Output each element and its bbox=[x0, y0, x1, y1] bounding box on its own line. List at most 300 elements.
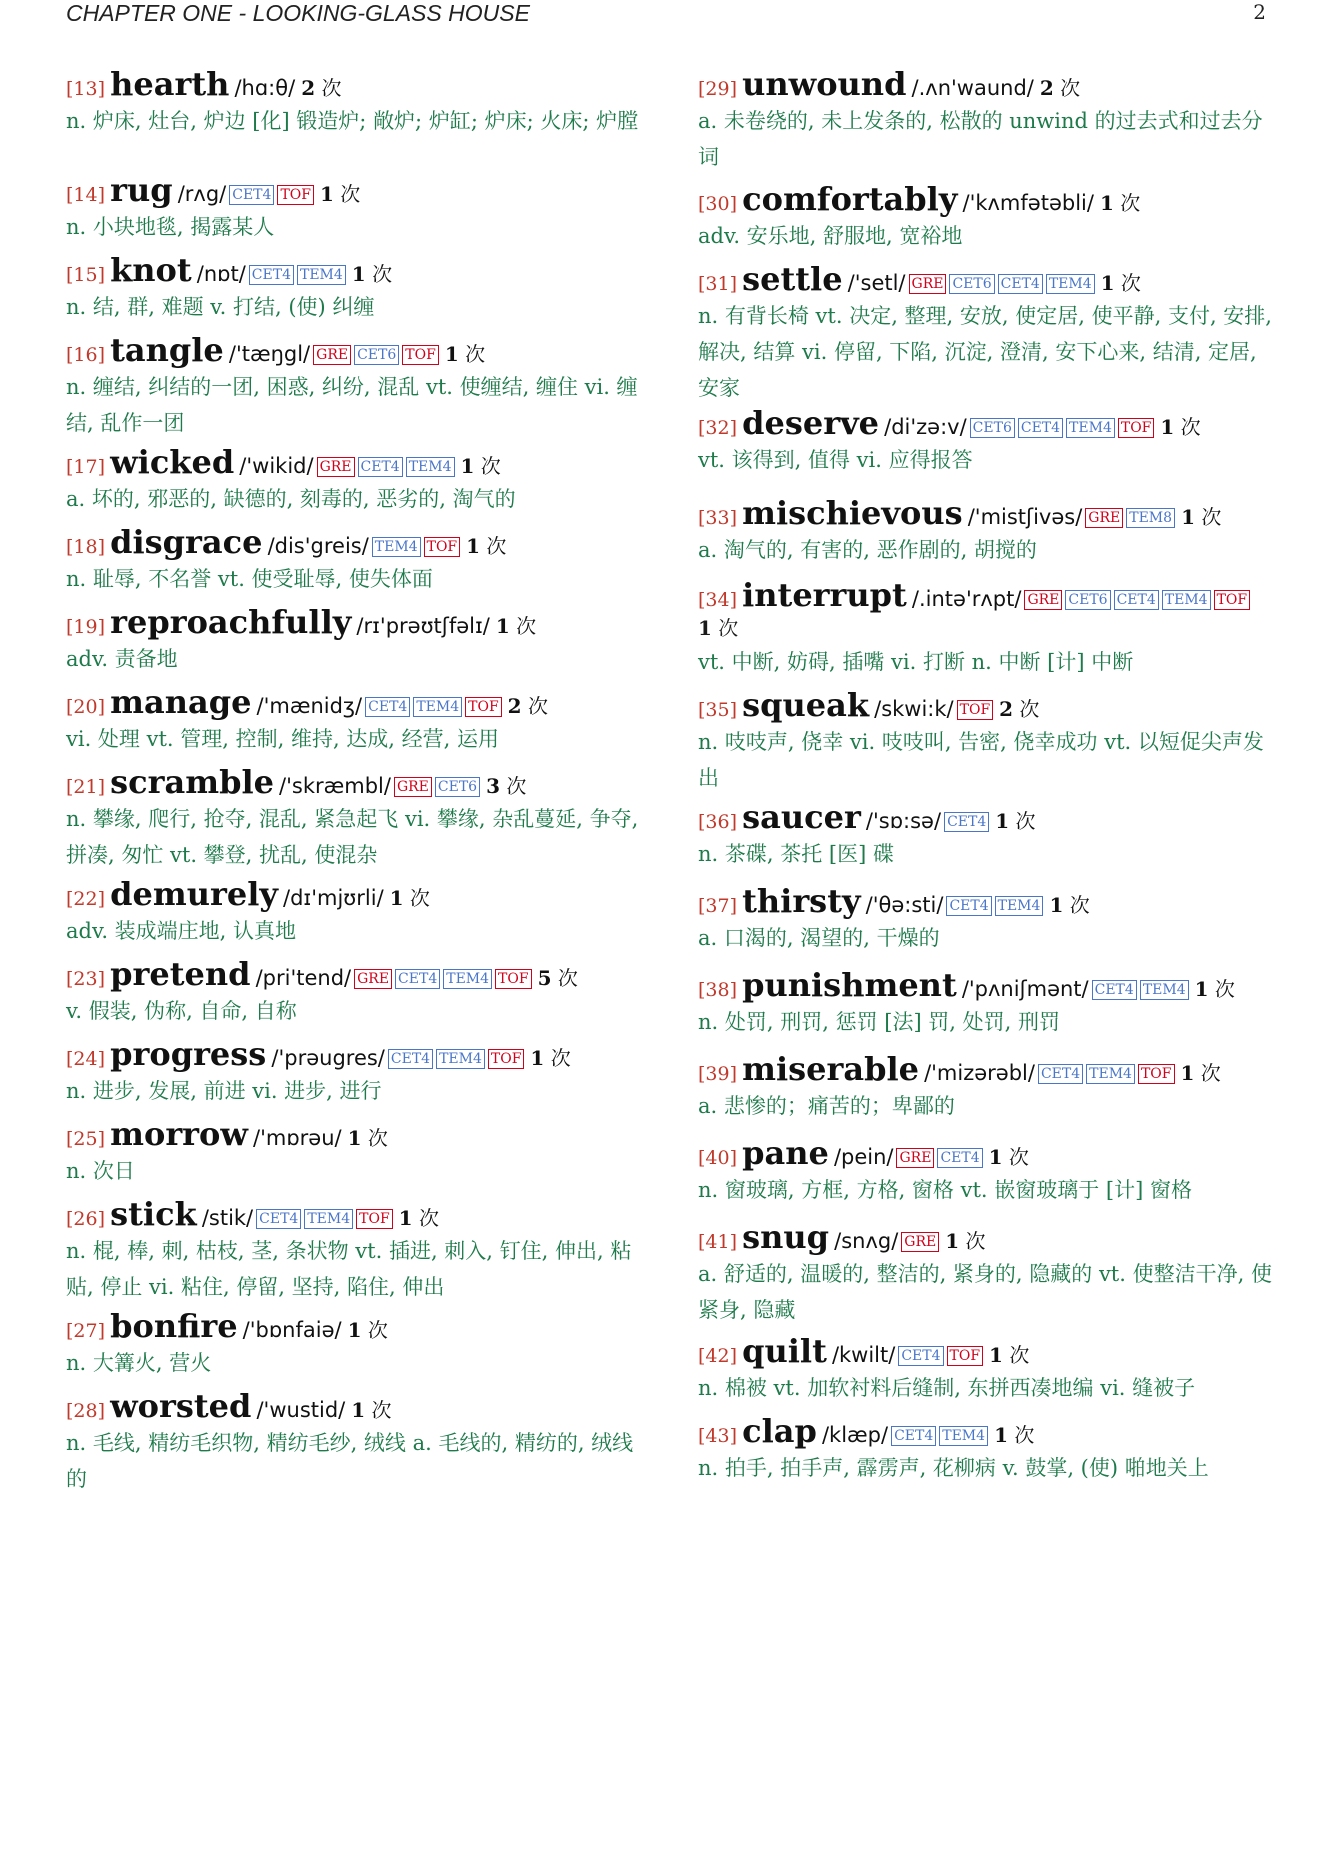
count-number: 1 bbox=[1100, 271, 1115, 295]
vocab-entry bbox=[698, 687, 1278, 796]
entry-definition: n. 次日 bbox=[66, 1159, 135, 1183]
count-number: 1 bbox=[988, 1145, 1003, 1169]
vocab-entry bbox=[66, 444, 646, 517]
count-number: 1 bbox=[994, 1423, 1008, 1447]
vocab-entry bbox=[698, 1413, 1278, 1486]
exam-tag-tof: TOF bbox=[957, 700, 994, 720]
entry-index: [26] bbox=[66, 1208, 106, 1230]
entry-pronunciation: /klæp/ bbox=[821, 1423, 889, 1447]
occurrence-count bbox=[1100, 191, 1140, 215]
vocab-entry bbox=[66, 956, 646, 1029]
occurrence-count bbox=[466, 534, 506, 558]
entry-pronunciation: /.intə'rʌpt/ bbox=[911, 587, 1022, 611]
entry-definition: vi. 处理 vt. 管理, 控制, 维持, 达成, 经营, 运用 bbox=[66, 727, 500, 751]
vocab-entry bbox=[698, 405, 1278, 478]
count-number: 1 bbox=[1099, 191, 1114, 215]
count-suffix: 次 bbox=[1194, 1061, 1221, 1085]
entry-headline bbox=[698, 405, 1278, 441]
exam-tag-tem4: TEM4 bbox=[1162, 590, 1211, 610]
exam-tag-cet4: CET4 bbox=[1018, 418, 1063, 438]
count-number: 2 bbox=[301, 76, 316, 100]
vocab-entry bbox=[698, 181, 1278, 254]
exam-tag-tof: TOF bbox=[465, 697, 502, 717]
entry-index: [29] bbox=[698, 78, 738, 100]
entry-word: interrupt bbox=[742, 576, 907, 614]
entry-headline bbox=[698, 495, 1278, 531]
count-number: 1 bbox=[319, 182, 334, 206]
exam-tag-gre: GRE bbox=[1024, 590, 1062, 610]
entry-word: morrow bbox=[110, 1115, 248, 1153]
entry-definition: n. 茶碟, 茶托 [医] 碟 bbox=[698, 842, 894, 866]
exam-tag-gre: GRE bbox=[313, 345, 351, 365]
count-number: 1 bbox=[1180, 1061, 1195, 1085]
entry-word: punishment bbox=[742, 966, 957, 1004]
entry-headline bbox=[66, 684, 646, 720]
count-suffix: 次 bbox=[1002, 1343, 1030, 1367]
exam-tag-cet4: CET4 bbox=[256, 1209, 301, 1229]
count-number: 1 bbox=[989, 1343, 1003, 1367]
count-suffix: 次 bbox=[365, 262, 393, 286]
entry-word: reproachfully bbox=[110, 603, 352, 641]
entry-index: [14] bbox=[66, 184, 106, 206]
exam-tag-cet4: CET4 bbox=[358, 457, 403, 477]
entry-index: [19] bbox=[66, 616, 106, 638]
vocab-entry bbox=[66, 764, 646, 873]
vocab-entry bbox=[698, 1051, 1278, 1124]
occurrence-count bbox=[496, 614, 536, 638]
occurrence-count bbox=[348, 1126, 388, 1150]
count-number: 2 bbox=[999, 697, 1014, 721]
entry-headline bbox=[66, 956, 646, 992]
count-number: 2 bbox=[507, 694, 522, 718]
entry-headline bbox=[66, 172, 646, 208]
entry-index: [33] bbox=[698, 507, 738, 529]
entry-definition: n. 结, 群, 难题 v. 打结, (使) 纠缠 bbox=[66, 295, 375, 319]
entry-index: [34] bbox=[698, 589, 738, 611]
vocab-entry bbox=[698, 261, 1278, 406]
entry-pronunciation: /'wikid/ bbox=[239, 454, 314, 478]
entry-pronunciation: /'mɒrəu/ bbox=[253, 1126, 342, 1150]
entry-index: [18] bbox=[66, 536, 106, 558]
occurrence-count bbox=[538, 966, 578, 990]
exam-tag-cet4: CET4 bbox=[1114, 590, 1159, 610]
exam-tag-tem4: TEM4 bbox=[1086, 1064, 1135, 1084]
count-number: 1 bbox=[389, 886, 404, 910]
vocab-entry bbox=[698, 577, 1278, 680]
count-suffix: 次 bbox=[521, 694, 548, 718]
entry-headline bbox=[66, 1308, 646, 1344]
count-suffix: 次 bbox=[1113, 191, 1141, 215]
vocab-entry bbox=[698, 1135, 1278, 1208]
count-suffix: 次 bbox=[1174, 415, 1201, 439]
entry-definition: n. 炉床, 灶台, 炉边 [化] 锻造炉; 敞炉; 炉缸; 炉床; 火床; 炉膛 bbox=[66, 109, 639, 133]
exam-tag-tem4: TEM4 bbox=[436, 1049, 485, 1069]
vocab-entry bbox=[66, 876, 646, 949]
exam-tag-tem4: TEM4 bbox=[413, 697, 462, 717]
count-number: 1 bbox=[466, 534, 481, 558]
exam-tag-cet4: CET4 bbox=[1038, 1064, 1083, 1084]
entry-index: [35] bbox=[698, 699, 738, 721]
entry-pronunciation: /'setl/ bbox=[847, 271, 906, 295]
occurrence-count bbox=[351, 1398, 391, 1422]
entry-headline bbox=[66, 252, 646, 288]
exam-tag-cet4: CET4 bbox=[395, 969, 440, 989]
entry-word: quilt bbox=[742, 1332, 827, 1370]
exam-tag-cet4: CET4 bbox=[1092, 980, 1137, 1000]
entry-pronunciation: /'mistʃivəs/ bbox=[967, 505, 1083, 529]
count-number: 1 bbox=[495, 614, 510, 638]
count-number: 1 bbox=[1049, 893, 1064, 917]
entry-pronunciation: /'pʌniʃmənt/ bbox=[961, 977, 1089, 1001]
count-suffix: 次 bbox=[403, 886, 430, 910]
entry-definition: n. 有背长椅 vt. 决定, 整理, 安放, 使定居, 使平静, 支付, 安排, 解决, 结算 vi. 停留, 下陷, 沉淀, 澄清, 安下心来, 结清, 定居, 安家 bbox=[698, 304, 1272, 400]
occurrence-count bbox=[1049, 893, 1089, 917]
exam-tag-tem4: TEM4 bbox=[372, 537, 421, 557]
exam-tag-cet4: CET4 bbox=[946, 896, 991, 916]
entry-pronunciation: /'θə:sti/ bbox=[865, 893, 944, 917]
occurrence-count bbox=[390, 886, 430, 910]
entry-definition: a. 悲惨的；痛苦的；卑鄙的 bbox=[698, 1094, 955, 1118]
entry-pronunciation: /stik/ bbox=[201, 1206, 254, 1230]
entry-word: rug bbox=[110, 171, 173, 209]
exam-tag-gre: GRE bbox=[896, 1148, 934, 1168]
entry-definition: adv. 安乐地, 舒服地, 宽裕地 bbox=[698, 224, 963, 248]
entry-definition: a. 口渴的, 渴望的, 干燥的 bbox=[698, 926, 940, 950]
entry-headline bbox=[698, 261, 1278, 297]
entry-pronunciation: /'kʌmfətəbli/ bbox=[962, 191, 1094, 215]
entry-headline bbox=[66, 1388, 646, 1424]
entry-index: [27] bbox=[66, 1320, 106, 1342]
count-number: 1 bbox=[1181, 505, 1195, 529]
entry-headline bbox=[66, 1036, 646, 1072]
entry-word: mischievous bbox=[742, 494, 963, 532]
occurrence-count bbox=[1181, 505, 1221, 529]
count-number: 2 bbox=[1039, 76, 1054, 100]
exam-tag-tem4: TEM4 bbox=[995, 896, 1044, 916]
entry-pronunciation: /dis'greis/ bbox=[267, 534, 369, 558]
count-suffix: 次 bbox=[1194, 505, 1222, 529]
vocab-entry bbox=[698, 66, 1278, 175]
count-suffix: 次 bbox=[551, 966, 578, 990]
occurrence-count bbox=[445, 342, 485, 366]
entry-definition: n. 棉被 vt. 加软衬料后缝制, 东拼西凑地编 vi. 缝被子 bbox=[698, 1376, 1196, 1400]
occurrence-count bbox=[1160, 415, 1200, 439]
entry-headline bbox=[698, 1219, 1278, 1255]
entry-headline bbox=[698, 577, 1278, 613]
entry-definition: n. 处罚, 刑罚, 惩罚 [法] 罚, 处罚, 刑罚 bbox=[698, 1010, 1061, 1034]
count-suffix: 次 bbox=[1063, 893, 1090, 917]
occurrence-count bbox=[989, 1343, 1029, 1367]
entry-headline bbox=[698, 1333, 1278, 1369]
entry-definition: n. 棍, 棒, 刺, 枯枝, 茎, 条状物 vt. 插进, 刺入, 钉住, 伸出, 粘贴, 停止 vi. 粘住, 停留, 坚持, 陷住, 伸出 bbox=[66, 1239, 632, 1299]
chapter-title: CHAPTER ONE - LOOKING-GLASS HOUSE bbox=[66, 0, 530, 26]
exam-tag-tem4: TEM4 bbox=[406, 457, 455, 477]
vocab-entry bbox=[66, 1036, 646, 1109]
entry-definition: n. 大篝火, 营火 bbox=[66, 1351, 212, 1375]
entry-word: scramble bbox=[110, 763, 274, 801]
entry-headline bbox=[698, 687, 1278, 723]
exam-tag-tof: TOF bbox=[1118, 418, 1155, 438]
occurrence-count bbox=[698, 616, 738, 640]
exam-tag-tof: TOF bbox=[356, 1209, 393, 1229]
entry-word: clap bbox=[742, 1412, 817, 1450]
entry-definition: vt. 中断, 妨碍, 插嘴 vi. 打断 n. 中断 [计] 中断 bbox=[698, 650, 1134, 674]
page-number: 2 bbox=[1253, 0, 1266, 24]
entry-headline bbox=[698, 967, 1278, 1003]
entry-definition: n. 毛线, 精纺毛织物, 精纺毛纱, 绒线 a. 毛线的, 精纺的, 绒线的 bbox=[66, 1431, 634, 1491]
entry-headline bbox=[66, 444, 646, 480]
exam-tag-tof: TOF bbox=[424, 537, 461, 557]
exam-tag-cet6: CET6 bbox=[354, 345, 399, 365]
occurrence-count bbox=[989, 1145, 1029, 1169]
entry-headline bbox=[698, 181, 1278, 217]
occurrence-count bbox=[995, 809, 1035, 833]
count-number: 1 bbox=[945, 1229, 960, 1253]
entry-definition: a. 未卷绕的, 未上发条的, 松散的 unwind 的过去式和过去分词 bbox=[698, 109, 1263, 169]
occurrence-count bbox=[994, 1423, 1034, 1447]
entry-index: [25] bbox=[66, 1128, 106, 1150]
entry-pronunciation: /.ʌn'waund/ bbox=[911, 76, 1034, 100]
entry-index: [39] bbox=[698, 1063, 738, 1085]
count-suffix: 次 bbox=[1013, 697, 1040, 721]
exam-tag-gre: GRE bbox=[354, 969, 392, 989]
count-number: 1 bbox=[347, 1126, 362, 1150]
count-number: 1 bbox=[351, 262, 366, 286]
count-number: 3 bbox=[486, 774, 501, 798]
vocab-entry bbox=[66, 604, 646, 677]
entry-pronunciation: /kwilt/ bbox=[831, 1343, 896, 1367]
count-number: 1 bbox=[1160, 415, 1175, 439]
exam-tag-tem4: TEM4 bbox=[939, 1426, 988, 1446]
entry-pronunciation: /rʌg/ bbox=[177, 182, 227, 206]
entry-index: [43] bbox=[698, 1425, 738, 1447]
entry-pronunciation: /'mænidʒ/ bbox=[256, 694, 363, 718]
occurrence-count bbox=[1040, 76, 1080, 100]
entry-pronunciation: /pri'tend/ bbox=[255, 966, 352, 990]
count-suffix: 次 bbox=[1208, 977, 1235, 1001]
exam-tag-tem4: TEM4 bbox=[1046, 274, 1095, 294]
entry-headline bbox=[66, 332, 646, 368]
count-number: 1 bbox=[460, 454, 475, 478]
count-suffix: 次 bbox=[361, 1318, 388, 1342]
exam-tag-tof: TOF bbox=[277, 185, 314, 205]
exam-tag-gre: GRE bbox=[317, 457, 355, 477]
entry-pronunciation: /hɑ:θ/ bbox=[234, 76, 296, 100]
entry-index: [32] bbox=[698, 417, 738, 439]
entry-index: [21] bbox=[66, 776, 106, 798]
exam-tag-cet4: CET4 bbox=[229, 185, 274, 205]
entry-word: thirsty bbox=[742, 882, 861, 920]
entry-definition: adv. 装成端庄地, 认真地 bbox=[66, 919, 297, 943]
occurrence-count bbox=[301, 76, 341, 100]
entry-pronunciation: /'mizərəbl/ bbox=[924, 1061, 1035, 1085]
occurrence-count bbox=[399, 1206, 439, 1230]
count-suffix: 次 bbox=[412, 1206, 439, 1230]
count-suffix: 次 bbox=[509, 614, 537, 638]
exam-tag-tof: TOF bbox=[402, 345, 439, 365]
entry-index: [30] bbox=[698, 193, 738, 215]
entry-headline bbox=[66, 1196, 646, 1232]
entry-headline bbox=[66, 604, 646, 640]
entry-word: wicked bbox=[110, 443, 235, 481]
exam-tag-gre: GRE bbox=[901, 1232, 939, 1252]
entry-word: pretend bbox=[110, 955, 251, 993]
occurrence-count bbox=[352, 262, 392, 286]
occurrence-count bbox=[486, 774, 526, 798]
count-number: 1 bbox=[444, 342, 459, 366]
entry-word: tangle bbox=[110, 331, 224, 369]
entry-headline bbox=[66, 764, 646, 800]
entry-word: deserve bbox=[742, 404, 880, 442]
entry-headline bbox=[698, 799, 1278, 835]
entry-index: [22] bbox=[66, 888, 106, 910]
vocab-entry bbox=[698, 883, 1278, 956]
entry-index: [38] bbox=[698, 979, 738, 1001]
vocab-entry bbox=[66, 1196, 646, 1305]
entry-index: [13] bbox=[66, 78, 106, 100]
entry-pronunciation: /snʌg/ bbox=[834, 1229, 899, 1253]
count-number: 1 bbox=[398, 1206, 413, 1230]
count-suffix: 次 bbox=[480, 534, 507, 558]
entry-pronunciation: /pein/ bbox=[833, 1145, 894, 1169]
exam-tag-gre: GRE bbox=[1085, 508, 1123, 528]
entry-index: [40] bbox=[698, 1147, 738, 1169]
count-suffix: 次 bbox=[361, 1126, 388, 1150]
occurrence-count bbox=[530, 1046, 570, 1070]
entry-word: disgrace bbox=[110, 523, 263, 561]
exam-tag-cet4: CET4 bbox=[388, 1049, 433, 1069]
entry-pronunciation: /'skræmbl/ bbox=[279, 774, 391, 798]
exam-tag-tof: TOF bbox=[488, 1049, 525, 1069]
entry-index: [16] bbox=[66, 344, 106, 366]
entry-index: [23] bbox=[66, 968, 106, 990]
entry-word: worsted bbox=[110, 1387, 252, 1425]
exam-tag-cet4: CET4 bbox=[249, 265, 294, 285]
entry-headline bbox=[698, 1135, 1278, 1171]
entry-word: stick bbox=[110, 1195, 197, 1233]
entry-definition: n. 耻辱, 不名誉 vt. 使受耻辱, 使失体面 bbox=[66, 567, 433, 591]
vocab-entry bbox=[66, 252, 646, 325]
entry-word: bonfire bbox=[110, 1307, 238, 1345]
count-number: 5 bbox=[537, 966, 552, 990]
entry-pronunciation: /'prəugres/ bbox=[271, 1046, 385, 1070]
entry-word: settle bbox=[742, 260, 843, 298]
entry-index: [37] bbox=[698, 895, 738, 917]
entry-definition: n. 窗玻璃, 方框, 方格, 窗格 vt. 嵌窗玻璃于 [计] 窗格 bbox=[698, 1178, 1192, 1202]
entry-word: squeak bbox=[742, 686, 870, 724]
entry-pronunciation: /rɪ'prəʊtʃfəlɪ/ bbox=[356, 614, 490, 638]
occurrence-count bbox=[945, 1229, 985, 1253]
vocab-entry bbox=[66, 1388, 646, 1497]
entry-pronunciation: /'tæŋgl/ bbox=[228, 342, 311, 366]
entry-definition: a. 淘气的, 有害的, 恶作剧的, 胡搅的 bbox=[698, 538, 1037, 562]
entry-pronunciation: /skwi:k/ bbox=[874, 697, 954, 721]
vocab-entry bbox=[698, 799, 1278, 872]
occurrence-count bbox=[1181, 1061, 1221, 1085]
count-suffix: 次 bbox=[458, 342, 486, 366]
entry-definition: n. 攀缘, 爬行, 抢夺, 混乱, 紧急起飞 vi. 攀缘, 杂乱蔓延, 争夺, 拼凑, 匆忙 vt. 攀登, 扰乱, 使混杂 bbox=[66, 807, 639, 867]
entry-definition: n. 缠结, 纠结的一团, 困惑, 纠纷, 混乱 vt. 使缠结, 缠住 vi. 缠结, 乱作一团 bbox=[66, 375, 638, 435]
exam-tag-tem4: TEM4 bbox=[1066, 418, 1115, 438]
entry-definition: a. 坏的, 邪恶的, 缺德的, 刻毒的, 恶劣的, 淘气的 bbox=[66, 487, 516, 511]
entry-word: saucer bbox=[742, 798, 861, 836]
entry-headline bbox=[698, 1413, 1278, 1449]
entry-word: comfortably bbox=[742, 180, 958, 218]
occurrence-count bbox=[320, 182, 360, 206]
occurrence-count bbox=[1195, 977, 1235, 1001]
count-suffix: 次 bbox=[365, 1398, 392, 1422]
occurrence-count bbox=[1101, 271, 1141, 295]
count-number: 1 bbox=[530, 1046, 545, 1070]
count-suffix: 次 bbox=[474, 454, 501, 478]
entry-definition: a. 舒适的, 温暖的, 整洁的, 紧身的, 隐藏的 vt. 使整洁干净, 使紧身, 隐藏 bbox=[698, 1262, 1272, 1322]
count-number: 1 bbox=[347, 1318, 362, 1342]
entry-definition: n. 进步, 发展, 前进 vi. 进步, 进行 bbox=[66, 1079, 382, 1103]
entry-definition: n. 小块地毯, 揭露某人 bbox=[66, 215, 275, 239]
exam-tag-gre: GRE bbox=[394, 777, 432, 797]
entry-pronunciation: /'wustid/ bbox=[256, 1398, 346, 1422]
count-suffix: 次 bbox=[959, 1229, 986, 1253]
count-suffix: 次 bbox=[1114, 271, 1141, 295]
exam-tag-cet4: CET4 bbox=[937, 1148, 982, 1168]
entry-headline bbox=[698, 66, 1278, 102]
exam-tag-cet6: CET6 bbox=[970, 418, 1015, 438]
exam-tag-tem4: TEM4 bbox=[1140, 980, 1189, 1000]
count-suffix: 次 bbox=[711, 616, 739, 640]
entry-pronunciation: /di'zə:v/ bbox=[884, 415, 967, 439]
vocab-entry bbox=[66, 1308, 646, 1381]
entry-headline bbox=[66, 876, 646, 912]
exam-tag-tof: TOF bbox=[1138, 1064, 1175, 1084]
entry-word: progress bbox=[110, 1035, 267, 1073]
exam-tag-cet4: CET4 bbox=[898, 1346, 943, 1366]
page-header bbox=[66, 0, 1266, 28]
entry-index: [28] bbox=[66, 1400, 106, 1422]
vocab-entry bbox=[698, 967, 1278, 1040]
entry-index: [24] bbox=[66, 1048, 106, 1070]
entry-definition: adv. 责备地 bbox=[66, 647, 178, 671]
entry-word: hearth bbox=[110, 65, 230, 103]
vocab-entry bbox=[698, 1219, 1278, 1328]
entry-definition: n. 吱吱声, 侥幸 vi. 吱吱叫, 告密, 侥幸成功 vt. 以短促尖声发出 bbox=[698, 730, 1264, 790]
vocab-entry bbox=[66, 332, 646, 441]
occurrence-count bbox=[348, 1318, 388, 1342]
entry-headline bbox=[66, 66, 646, 102]
vocab-entry bbox=[66, 524, 646, 597]
vocab-entry bbox=[66, 684, 646, 757]
exam-tag-cet6: CET6 bbox=[949, 274, 994, 294]
occurrence-count bbox=[508, 694, 548, 718]
entry-headline bbox=[66, 1116, 646, 1152]
exam-tag-cet6: CET6 bbox=[1065, 590, 1110, 610]
exam-tag-tof: TOF bbox=[495, 969, 532, 989]
exam-tag-cet4: CET4 bbox=[998, 274, 1043, 294]
entry-index: [31] bbox=[698, 273, 738, 295]
exam-tag-cet4: CET4 bbox=[944, 812, 989, 832]
count-suffix: 次 bbox=[333, 182, 361, 206]
exam-tag-tof: TOF bbox=[947, 1346, 984, 1366]
exam-tag-tem4: TEM4 bbox=[443, 969, 492, 989]
exam-tag-tem4: TEM4 bbox=[304, 1209, 353, 1229]
entry-pronunciation: /nɒt/ bbox=[196, 262, 246, 286]
entry-word: snug bbox=[742, 1218, 830, 1256]
count-number: 1 bbox=[351, 1398, 366, 1422]
exam-tag-tem8: TEM8 bbox=[1126, 508, 1175, 528]
entry-word: unwound bbox=[742, 65, 907, 103]
occurrence-count bbox=[461, 454, 501, 478]
exam-tag-gre: GRE bbox=[909, 274, 947, 294]
entry-index: [42] bbox=[698, 1345, 738, 1367]
